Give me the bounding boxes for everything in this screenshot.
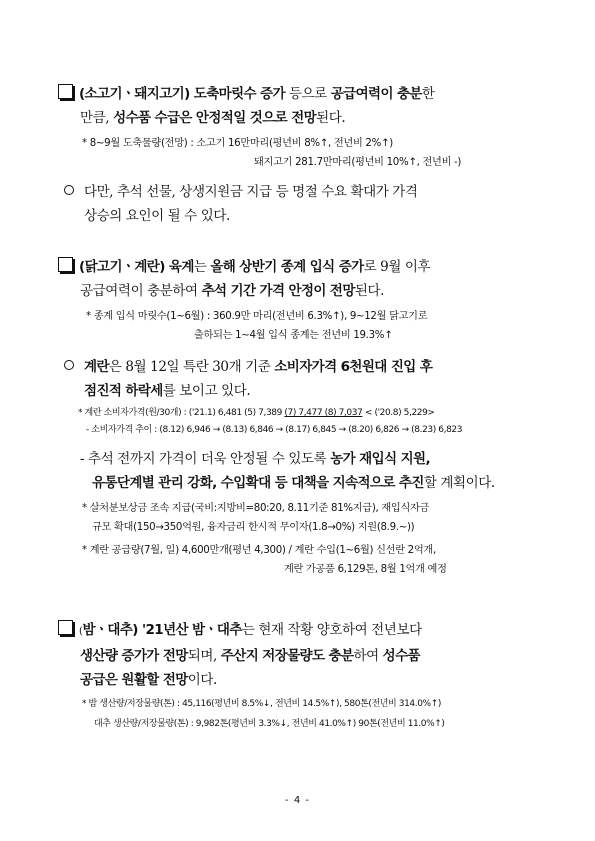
sub-bullet-line: 상승의 요인이 될 수 있다. bbox=[84, 208, 230, 224]
section-beef-pork bbox=[58, 82, 555, 228]
checkbox-bullet-icon bbox=[58, 257, 73, 272]
section-heading-line: (밤ㆍ대추) '21년산 밤ㆍ대추는 현재 작황 양호하여 전년보다 bbox=[58, 618, 555, 644]
sub-bullet-line: 계란은 8월 12일 특란 30개 기준 소비자가격 6천원대 진입 후 bbox=[64, 355, 555, 379]
sub-dash-line: - 추석 전까지 가격이 더욱 안정될 수 있도록 농가 재입식 지원, bbox=[80, 451, 431, 467]
footnote: * 8~9월 도축물량(전망) : 소고기 16만마리(평년비 8%↑, 전년비 2%↑) bbox=[82, 138, 393, 149]
section-body-line: 공급은 원활할 전망이다. bbox=[80, 672, 217, 688]
sub-bullet-line: 점진적 하락세를 보이고 있다. bbox=[84, 383, 251, 399]
footnote: - 소비자가격 추이 : (8.12) 6,946 → (8.13) 6,846 → (8.17) 6,845 → (8.20) 6,826 → (8.23) 6,823 bbox=[86, 425, 463, 435]
checkbox-bullet-icon bbox=[58, 84, 73, 99]
circle-bullet-icon bbox=[64, 185, 74, 195]
section-body-line: 만큼, 성수품 수급은 안정적일 것으로 전망된다. bbox=[80, 110, 346, 126]
section-body-line: 생산량 증가가 전망되며, 주산지 저장물량도 충분하여 성수품 bbox=[80, 648, 420, 664]
section-chestnut-jujube bbox=[58, 618, 555, 733]
section-heading-line: (닭고기ㆍ계란) 육계는 올해 상반기 종계 입식 증가로 9월 이후 bbox=[58, 255, 555, 279]
footnote: * 밤 생산량/저장물량(톤) : 45,116(평년비 8.5%↓, 전년비 14.5%↑), 580톤(전년비 314.0%↑) bbox=[82, 699, 441, 709]
section-chicken-egg bbox=[58, 255, 555, 579]
footnote: * 계란 공급량(7월, 일) 4,600만개(평년 4,300) / 계란 수입(1~6월) 신선란 2억개, bbox=[82, 545, 436, 556]
footnote: 규모 확대(150→350억원, 융자금리 한시적 무이자(1.8→0%) 지원(8.9.~)) bbox=[92, 522, 415, 533]
footnote: 돼지고기 281.7만마리(평년비 10%↑, 전년비 -) bbox=[254, 157, 462, 168]
sub-bullet-line: 다만, 추석 선물, 상생지원금 지급 등 명절 수요 확대가 가격 bbox=[64, 180, 555, 204]
page-number: - 4 - bbox=[285, 795, 310, 806]
section-body-line: 공급여력이 충분하여 추석 기간 가격 안정이 전망된다. bbox=[80, 283, 385, 299]
sub-dash-line: 유통단계별 관리 강화, 수입확대 등 대책을 지속적으로 추진할 계획이다. bbox=[92, 475, 495, 491]
section-heading-line: (소고기ㆍ돼지고기) 도축마릿수 증가 등으로 공급여력이 충분한 bbox=[58, 82, 555, 106]
footnote: 계란 가공품 6,129톤, 8월 1억개 예정 bbox=[284, 564, 447, 575]
footnote: * 살처분보상금 조속 지급(국비:지방비=80:20, 8.11기준 81%지급), 재입식자금 bbox=[82, 503, 430, 514]
footnote: 대추 생산량/저장물량(톤) : 9,982톤(평년비 3.3%↓, 전년비 41.0%↑) 90톤(전년비 11.0%↑) bbox=[94, 719, 445, 729]
circle-bullet-icon bbox=[64, 360, 74, 370]
footnote: * 계란 소비자가격(원/30개) : ('21.1) 6,481 (5) 7,389 (7) 7,477 (8) 7,037 < ('20.8) 5,229> bbox=[78, 408, 435, 418]
footnote: 출하되는 1~4월 입식 종계는 전년비 19.3%↑ bbox=[194, 330, 393, 341]
checkbox-bullet-icon bbox=[58, 620, 73, 635]
footnote: * 종계 입식 마릿수(1~6월) : 360.9만 마리(전년비 6.3%↑), 9~12월 닭고기로 bbox=[86, 311, 428, 322]
